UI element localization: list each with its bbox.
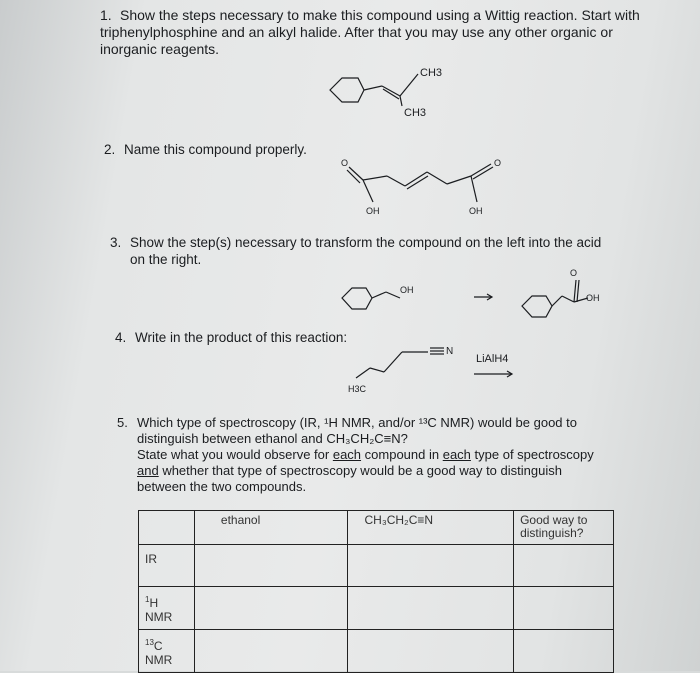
bond	[400, 74, 418, 96]
q4-nitrile-structure	[340, 338, 470, 400]
table-row	[139, 587, 614, 630]
question-line-4	[117, 463, 627, 479]
question-number: 1.	[100, 7, 112, 23]
question-text: Write in the product of this reaction:	[135, 330, 348, 345]
bond	[471, 176, 477, 202]
hydroxyl-label: OH	[400, 285, 414, 295]
label-superscript: 13	[145, 638, 154, 647]
oxygen-label: O	[570, 268, 578, 278]
row-label-text: H NMR	[145, 596, 173, 624]
question-line-1: Which type of spectroscopy (IR, ¹H NMR, and/or ¹³C NMR) would be good to	[137, 415, 577, 430]
row-label	[139, 545, 195, 587]
question-line-3	[117, 447, 627, 463]
label-superscript: 1	[145, 595, 150, 604]
bond	[364, 86, 382, 90]
cyclohexane-ring	[342, 288, 372, 309]
oxygen-label: O	[494, 158, 502, 168]
cyclohexane-ring	[522, 296, 552, 317]
spectroscopy-table	[138, 510, 614, 673]
question-line-5: between the two compounds.	[137, 479, 307, 494]
row-label	[139, 587, 195, 630]
answer-cell[interactable]	[348, 587, 514, 630]
answer-cell[interactable]	[348, 630, 514, 673]
table-header-cell: ethanol	[194, 511, 348, 545]
underlined-text: each	[442, 447, 471, 462]
methyl-label: H3C	[348, 384, 367, 394]
question-3	[110, 234, 630, 268]
q2-structure	[335, 152, 525, 220]
ch3-label: CH3	[420, 67, 443, 79]
bond	[400, 96, 402, 106]
question-text: Show the steps necessary to make this compound using a Wittig reaction. Start with triphenylphosphine and an alkyl halide. After that you may use any other organic or inorganic reagents.	[100, 7, 640, 57]
row-label	[139, 630, 195, 673]
question-line-2: distinguish between ethanol and CH₃CH₂C≡N?	[137, 431, 408, 446]
question-text: Name this compound properly.	[124, 142, 307, 157]
question-text-line-1: Show the step(s) necessary to transform the compound on the left into the acid	[130, 235, 602, 250]
nitrogen-label: N	[446, 346, 454, 357]
text-segment: compound in	[361, 447, 443, 462]
bond	[363, 176, 387, 180]
bond	[447, 176, 471, 184]
bond	[552, 296, 562, 306]
question-number: 4.	[115, 330, 127, 345]
bond	[370, 368, 384, 372]
answer-cell[interactable]	[514, 587, 614, 630]
table-header-cell: Good way to distinguish?	[514, 511, 614, 545]
question-1	[100, 7, 640, 58]
bond	[574, 280, 576, 302]
row-label-text: IR	[145, 552, 157, 566]
answer-cell[interactable]	[194, 587, 348, 630]
question-4	[115, 329, 347, 346]
question-number: 2.	[104, 142, 116, 157]
text-segment: type of spectroscopy	[470, 447, 594, 462]
bond	[363, 180, 373, 202]
table-row	[139, 630, 614, 673]
ch3-label: CH3	[404, 107, 427, 119]
hydroxyl-label: OH	[366, 206, 380, 216]
cyclohexane-ring	[330, 78, 364, 102]
bond	[356, 368, 370, 378]
question-2	[104, 141, 307, 158]
table-header-cell	[139, 511, 195, 545]
q3-product-acid	[518, 266, 608, 328]
q1-structure	[320, 60, 470, 120]
hydroxyl-label: OH	[586, 293, 600, 303]
bond	[562, 296, 574, 302]
question-number: 5.	[117, 415, 128, 430]
table-row	[139, 545, 614, 587]
hydroxyl-label: OH	[469, 206, 483, 216]
answer-cell[interactable]	[514, 630, 614, 673]
answer-cell[interactable]	[348, 545, 514, 587]
oxygen-label: O	[341, 158, 349, 168]
row-label-text: C NMR	[145, 639, 173, 667]
question-text-line-2: on the right.	[130, 252, 202, 267]
bond	[387, 176, 405, 186]
bond	[372, 292, 386, 298]
answer-cell[interactable]	[514, 545, 614, 587]
table-header-cell: CH₃CH₂C≡N	[348, 511, 514, 545]
answer-cell[interactable]	[194, 545, 348, 587]
text-segment: whether that type of spectroscopy would be a good way to distinguish	[158, 463, 562, 478]
reagent-label: LiAlH4	[476, 353, 509, 365]
question-number: 3.	[110, 235, 122, 250]
bond	[384, 352, 402, 372]
table-header-row	[139, 511, 614, 545]
q4-reagent-arrow	[474, 350, 524, 380]
question-5	[117, 415, 627, 495]
bond	[577, 280, 579, 302]
q3-starting-material	[338, 278, 428, 320]
underlined-text: each	[332, 447, 362, 462]
transformation-arrow	[474, 292, 496, 302]
underlined-text: and	[137, 463, 159, 478]
bond	[427, 172, 447, 184]
text-segment: State what you would observe for	[137, 447, 333, 462]
answer-cell[interactable]	[194, 630, 348, 673]
bond	[386, 292, 400, 298]
